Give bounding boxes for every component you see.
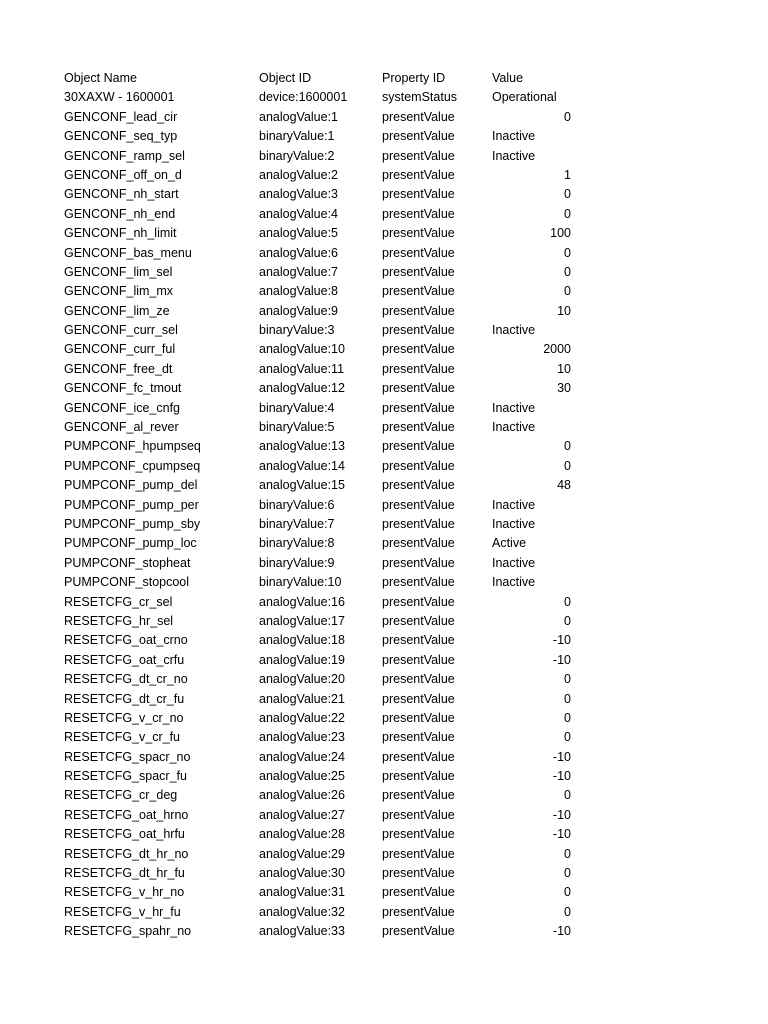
- table-row: [64, 864, 584, 883]
- object-id-cell: binaryValue:2: [259, 148, 335, 163]
- object-name-cell: GENCONF_free_dt: [64, 361, 173, 376]
- value-cell: 0: [564, 730, 571, 745]
- object-name-cell: GENCONF_al_rever: [64, 420, 179, 435]
- header-object-name: Object Name: [64, 71, 137, 85]
- object-id-cell: analogValue:8: [259, 284, 339, 299]
- object-id-cell: analogValue:1: [259, 109, 339, 124]
- value-cell: -10: [552, 633, 571, 648]
- table-row: [64, 748, 584, 767]
- value-cell: 1: [564, 167, 571, 182]
- table-row: [64, 244, 584, 263]
- value-cell: 48: [557, 478, 571, 493]
- object-id-cell: analogValue:32: [259, 904, 345, 919]
- value-cell: 0: [564, 710, 571, 725]
- table-row: [64, 437, 584, 456]
- table-row: [64, 534, 584, 553]
- object-id-cell: device:1600001: [259, 90, 348, 105]
- table-row: [64, 302, 584, 321]
- property-id-cell: presentValue: [382, 303, 455, 318]
- object-name-cell: GENCONF_ice_cnfg: [64, 400, 181, 415]
- table-body: [64, 88, 584, 941]
- value-cell: 0: [564, 187, 571, 202]
- object-name-cell: RESETCFG_v_hr_fu: [64, 904, 181, 919]
- header-value: Value: [492, 71, 524, 85]
- value-cell: 0: [564, 788, 571, 803]
- object-id-cell: analogValue:17: [259, 613, 345, 628]
- object-name-cell: GENCONF_off_on_d: [64, 167, 182, 182]
- value-cell: -10: [552, 769, 571, 784]
- value-cell: Operational: [492, 90, 557, 105]
- table-row: [64, 922, 584, 941]
- value-cell: Inactive: [492, 575, 536, 590]
- object-name-cell: RESETCFG_spacr_fu: [64, 769, 187, 784]
- object-id-cell: analogValue:22: [259, 710, 345, 725]
- object-id-cell: analogValue:29: [259, 846, 345, 861]
- object-name-cell: GENCONF_seq_typ: [64, 129, 178, 144]
- value-cell: 0: [564, 594, 571, 609]
- table-row: [64, 690, 584, 709]
- value-cell: Inactive: [492, 323, 536, 338]
- table-row: [64, 379, 584, 398]
- value-cell: -10: [552, 924, 571, 939]
- object-id-cell: analogValue:14: [259, 458, 345, 473]
- object-id-cell: binaryValue:10: [259, 575, 342, 590]
- property-id-cell: presentValue: [382, 439, 455, 454]
- table-row: [64, 205, 584, 224]
- property-id-cell: presentValue: [382, 555, 455, 570]
- object-name-cell: GENCONF_curr_ful: [64, 342, 176, 357]
- object-name-cell: GENCONF_lim_sel: [64, 264, 173, 279]
- property-id-cell: presentValue: [382, 788, 455, 803]
- property-id-cell: presentValue: [382, 361, 455, 376]
- property-id-cell: presentValue: [382, 497, 455, 512]
- property-id-cell: presentValue: [382, 478, 455, 493]
- object-name-cell: RESETCFG_hr_sel: [64, 613, 174, 628]
- table-row: [64, 728, 584, 747]
- table-row: [64, 476, 584, 495]
- object-name-cell: GENCONF_lim_ze: [64, 303, 170, 318]
- property-id-cell: presentValue: [382, 807, 455, 822]
- property-id-cell: presentValue: [382, 613, 455, 628]
- object-name-cell: RESETCFG_oat_crfu: [64, 652, 185, 667]
- table-row: [64, 845, 584, 864]
- table-row: [64, 88, 584, 107]
- object-name-cell: GENCONF_nh_end: [64, 206, 176, 221]
- table-row: [64, 108, 584, 127]
- property-id-cell: presentValue: [382, 516, 455, 531]
- object-id-cell: analogValue:13: [259, 439, 345, 454]
- object-id-cell: analogValue:9: [259, 303, 339, 318]
- property-id-cell: presentValue: [382, 226, 455, 241]
- object-id-cell: analogValue:27: [259, 807, 345, 822]
- object-property-table: [64, 69, 584, 942]
- object-id-cell: analogValue:4: [259, 206, 339, 221]
- table-row: [64, 224, 584, 243]
- object-name-cell: GENCONF_fc_tmout: [64, 381, 182, 396]
- value-cell: 0: [564, 846, 571, 861]
- table-row: [64, 496, 584, 515]
- value-cell: 0: [564, 109, 571, 124]
- table-row: [64, 457, 584, 476]
- object-name-cell: RESETCFG_oat_crno: [64, 633, 188, 648]
- object-id-cell: binaryValue:8: [259, 536, 335, 551]
- property-id-cell: presentValue: [382, 420, 455, 435]
- object-id-cell: analogValue:24: [259, 749, 345, 764]
- object-id-cell: binaryValue:1: [259, 129, 335, 144]
- value-cell: 10: [557, 303, 571, 318]
- value-cell: 0: [564, 206, 571, 221]
- property-id-cell: presentValue: [382, 148, 455, 163]
- property-id-cell: presentValue: [382, 400, 455, 415]
- object-id-cell: analogValue:18: [259, 633, 345, 648]
- object-id-cell: analogValue:33: [259, 924, 345, 939]
- object-id-cell: analogValue:12: [259, 381, 345, 396]
- object-id-cell: analogValue:5: [259, 226, 339, 241]
- object-id-cell: binaryValue:5: [259, 420, 335, 435]
- property-id-cell: presentValue: [382, 691, 455, 706]
- property-id-cell: presentValue: [382, 827, 455, 842]
- object-name-cell: RESETCFG_cr_sel: [64, 594, 173, 609]
- property-id-cell: presentValue: [382, 749, 455, 764]
- value-cell: 0: [564, 691, 571, 706]
- value-cell: Inactive: [492, 400, 536, 415]
- value-cell: -10: [552, 749, 571, 764]
- property-id-cell: presentValue: [382, 885, 455, 900]
- property-id-cell: presentValue: [382, 769, 455, 784]
- value-cell: 10: [557, 361, 571, 376]
- table-row: [64, 767, 584, 786]
- property-id-cell: presentValue: [382, 187, 455, 202]
- property-id-cell: presentValue: [382, 381, 455, 396]
- object-id-cell: analogValue:26: [259, 788, 345, 803]
- object-id-cell: analogValue:2: [259, 167, 339, 182]
- value-cell: 0: [564, 613, 571, 628]
- value-cell: 0: [564, 245, 571, 260]
- property-id-cell: presentValue: [382, 846, 455, 861]
- table-row: [64, 903, 584, 922]
- table-row: [64, 515, 584, 534]
- property-id-cell: presentValue: [382, 284, 455, 299]
- property-id-cell: presentValue: [382, 323, 455, 338]
- property-id-cell: presentValue: [382, 575, 455, 590]
- table-row: [64, 127, 584, 146]
- table-row: [64, 806, 584, 825]
- value-cell: 0: [564, 672, 571, 687]
- table-row: [64, 631, 584, 650]
- object-id-cell: analogValue:3: [259, 187, 339, 202]
- object-name-cell: PUMPCONF_pump_sby: [64, 516, 201, 531]
- value-cell: 0: [564, 885, 571, 900]
- table-row: [64, 418, 584, 437]
- object-name-cell: PUMPCONF_stopcool: [64, 575, 190, 590]
- object-name-cell: GENCONF_nh_limit: [64, 226, 177, 241]
- object-id-cell: analogValue:28: [259, 827, 345, 842]
- value-cell: 0: [564, 284, 571, 299]
- object-id-cell: binaryValue:4: [259, 400, 335, 415]
- object-name-cell: RESETCFG_dt_cr_no: [64, 672, 188, 687]
- value-cell: 30: [557, 381, 571, 396]
- object-name-cell: RESETCFG_dt_cr_fu: [64, 691, 185, 706]
- object-name-cell: RESETCFG_v_cr_no: [64, 710, 184, 725]
- object-name-cell: PUMPCONF_stopheat: [64, 555, 191, 570]
- table-row: [64, 670, 584, 689]
- object-name-cell: GENCONF_curr_sel: [64, 323, 178, 338]
- table-row: [64, 166, 584, 185]
- property-id-cell: presentValue: [382, 536, 455, 551]
- object-name-cell: GENCONF_bas_menu: [64, 245, 192, 260]
- object-id-cell: binaryValue:9: [259, 555, 335, 570]
- property-id-cell: presentValue: [382, 672, 455, 687]
- table-row: [64, 593, 584, 612]
- value-cell: Inactive: [492, 148, 536, 163]
- header-property-id: Property ID: [382, 71, 446, 85]
- object-name-cell: 30XAXW - 1600001: [64, 90, 175, 105]
- object-name-cell: RESETCFG_oat_hrfu: [64, 827, 185, 842]
- table-row: [64, 321, 584, 340]
- object-id-cell: binaryValue:7: [259, 516, 335, 531]
- object-name-cell: RESETCFG_dt_hr_fu: [64, 866, 185, 881]
- property-id-cell: presentValue: [382, 924, 455, 939]
- object-id-cell: analogValue:25: [259, 769, 345, 784]
- property-id-cell: presentValue: [382, 206, 455, 221]
- object-id-cell: analogValue:31: [259, 885, 345, 900]
- object-name-cell: GENCONF_ramp_sel: [64, 148, 185, 163]
- object-id-cell: analogValue:21: [259, 691, 345, 706]
- property-id-cell: presentValue: [382, 652, 455, 667]
- property-id-cell: presentValue: [382, 264, 455, 279]
- property-id-cell: systemStatus: [382, 90, 458, 105]
- table-row: [64, 147, 584, 166]
- object-name-cell: RESETCFG_spacr_no: [64, 749, 191, 764]
- object-name-cell: GENCONF_nh_start: [64, 187, 179, 202]
- value-cell: -10: [552, 827, 571, 842]
- object-id-cell: analogValue:30: [259, 866, 345, 881]
- property-id-cell: presentValue: [382, 633, 455, 648]
- object-name-cell: GENCONF_lead_cir: [64, 109, 178, 124]
- property-id-cell: presentValue: [382, 167, 455, 182]
- object-id-cell: analogValue:16: [259, 594, 345, 609]
- table-row: [64, 612, 584, 631]
- value-cell: -10: [552, 807, 571, 822]
- property-id-cell: presentValue: [382, 109, 455, 124]
- object-name-cell: RESETCFG_spahr_no: [64, 924, 192, 939]
- object-id-cell: analogValue:23: [259, 730, 345, 745]
- value-cell: 0: [564, 264, 571, 279]
- object-name-cell: PUMPCONF_hpumpseq: [64, 439, 201, 454]
- object-name-cell: RESETCFG_v_hr_no: [64, 885, 185, 900]
- property-id-cell: presentValue: [382, 866, 455, 881]
- table-row: [64, 399, 584, 418]
- object-id-cell: analogValue:7: [259, 264, 339, 279]
- table-row: [64, 263, 584, 282]
- value-cell: Active: [492, 536, 527, 551]
- header-object-id: Object ID: [259, 71, 312, 85]
- table-row: [64, 709, 584, 728]
- object-id-cell: binaryValue:6: [259, 497, 335, 512]
- table-row: [64, 651, 584, 670]
- table-row: [64, 573, 584, 592]
- object-name-cell: PUMPCONF_pump_per: [64, 497, 199, 512]
- table-row: [64, 883, 584, 902]
- object-name-cell: RESETCFG_cr_deg: [64, 788, 178, 803]
- table-row: [64, 282, 584, 301]
- object-name-cell: PUMPCONF_pump_del: [64, 478, 198, 493]
- object-id-cell: analogValue:6: [259, 245, 339, 260]
- table-row: [64, 185, 584, 204]
- value-cell: 100: [550, 226, 571, 241]
- object-name-cell: RESETCFG_v_cr_fu: [64, 730, 181, 745]
- value-cell: Inactive: [492, 420, 536, 435]
- object-name-cell: RESETCFG_oat_hrno: [64, 807, 189, 822]
- object-id-cell: analogValue:15: [259, 478, 345, 493]
- value-cell: 0: [564, 439, 571, 454]
- property-id-cell: presentValue: [382, 245, 455, 260]
- value-cell: 0: [564, 458, 571, 473]
- table-row: [64, 825, 584, 844]
- property-id-cell: presentValue: [382, 458, 455, 473]
- object-name-cell: PUMPCONF_cpumpseq: [64, 458, 201, 473]
- object-name-cell: GENCONF_lim_mx: [64, 284, 174, 299]
- table-row: [64, 360, 584, 379]
- object-id-cell: analogValue:10: [259, 342, 345, 357]
- property-id-cell: presentValue: [382, 730, 455, 745]
- value-cell: 0: [564, 904, 571, 919]
- value-cell: Inactive: [492, 555, 536, 570]
- property-id-cell: presentValue: [382, 710, 455, 725]
- object-id-cell: analogValue:19: [259, 652, 345, 667]
- object-id-cell: analogValue:11: [259, 361, 345, 376]
- value-cell: Inactive: [492, 129, 536, 144]
- table-row: [64, 340, 584, 359]
- table-row: [64, 554, 584, 573]
- object-id-cell: analogValue:20: [259, 672, 345, 687]
- object-name-cell: RESETCFG_dt_hr_no: [64, 846, 189, 861]
- value-cell: -10: [552, 652, 571, 667]
- object-name-cell: PUMPCONF_pump_loc: [64, 536, 197, 551]
- property-id-cell: presentValue: [382, 342, 455, 357]
- property-id-cell: presentValue: [382, 904, 455, 919]
- property-id-cell: presentValue: [382, 594, 455, 609]
- value-cell: 0: [564, 866, 571, 881]
- value-cell: 2000: [543, 342, 571, 357]
- table-row: [64, 786, 584, 805]
- value-cell: Inactive: [492, 516, 536, 531]
- object-id-cell: binaryValue:3: [259, 323, 335, 338]
- table-header-row: [64, 69, 584, 88]
- property-id-cell: presentValue: [382, 129, 455, 144]
- value-cell: Inactive: [492, 497, 536, 512]
